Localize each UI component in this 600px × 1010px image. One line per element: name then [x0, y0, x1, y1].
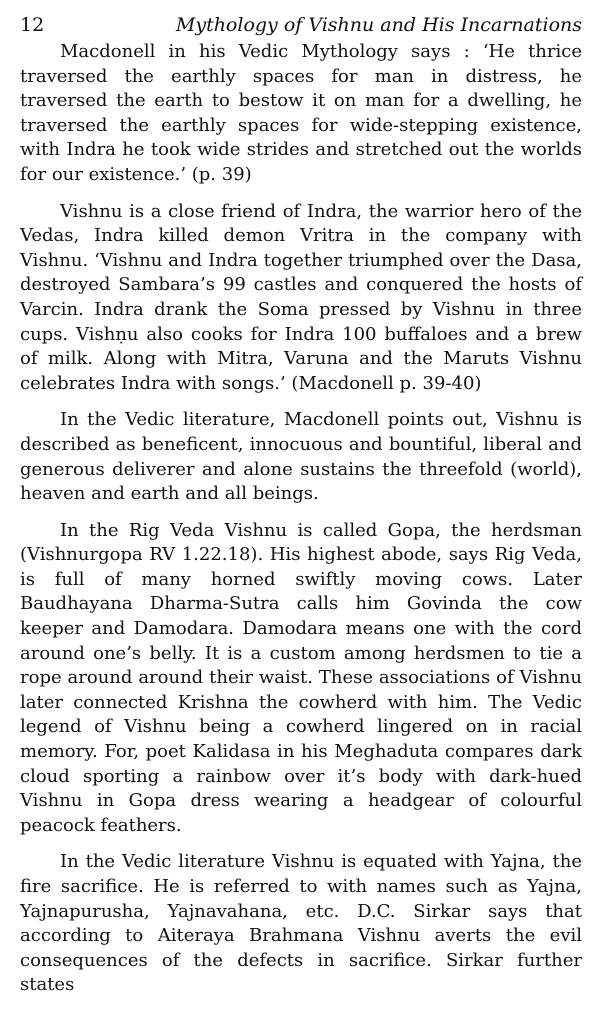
paragraph-yajna: In the Vedic literature Vishnu is equated with Yajna, the fire sacrifice. He is referred to with names such as Yajna, Yajnapurusha, Yajnavahana, etc. D.C. Sirkar says that according to Aiteraya Brahmana Vishnu averts the evil consequences of the defects in sacrifice. Sirkar further states [20, 851, 582, 996]
paragraph-macdonell-quote: Macdonell in his Vedic Mythology says : ‘He thrice traversed the earthly spaces for man in distress, he traversed the earth to bestow it on man for a dwelling, he traversed the earthly spaces for wide-stepping existence, with Indra he took wide strides and stretched out the worlds for our existence.’ (p. 39) [20, 41, 582, 185]
book-title: Mythology of Vishnu and His Incarnations [175, 14, 582, 36]
paragraph-gopa-herdsman: In the Rig Veda Vishnu is called Gopa, the herdsman (Vishnurgopa RV 1.22.18). His highest abode, says Rig Veda, is full of many horned swiftly moving cows. Later Baudhayana Dharma-Sutra calls him Govinda the cow keeper and Damodara. Damodara means one with the cord around one’s belly. It is a custom among herdsmen to tie a rope around around their waist. These associations of Vishnu later connected Krishna the cowherd with him. The Vedic legend of Vishnu being a cowherd lingered on in racial memory. For, poet Kalidasa in his Meghaduta compares dark cloud sporting a rainbow over it’s body with dark-hued Vishnu in Gopa dress wearing a headgear of colourful peacock feathers. [20, 519, 582, 836]
book-page [20, 10, 582, 1010]
page-number: 12 [20, 14, 45, 36]
running-head [20, 10, 582, 40]
body-text [20, 40, 582, 998]
paragraph-vedic-literature: In the Vedic literature, Macdonell points out, Vishnu is described as beneficent, innocuous and bountiful, liberal and generous deliverer and alone sustains the threefold (world), heaven and earth and all beings. [20, 409, 582, 505]
paragraph-vishnu-indra: Vishnu is a close friend of Indra, the warrior hero of the Vedas, Indra killed demon Vritra in the company with Vishnu. ‘Vishnu and Indra together triumphed over the Dasa, destroyed Sambara’s 99 castles and conquered the hosts of Varcin. Indra drank the Soma pressed by Vishnu in three cups. Vishṇu also cooks for Indra 100 buffaloes and a brew of milk. Along with Mitra, Varuna and the Maruts Vishnu celebrates Indra with songs.’ (Macdonell p. 39-40) [20, 200, 582, 394]
